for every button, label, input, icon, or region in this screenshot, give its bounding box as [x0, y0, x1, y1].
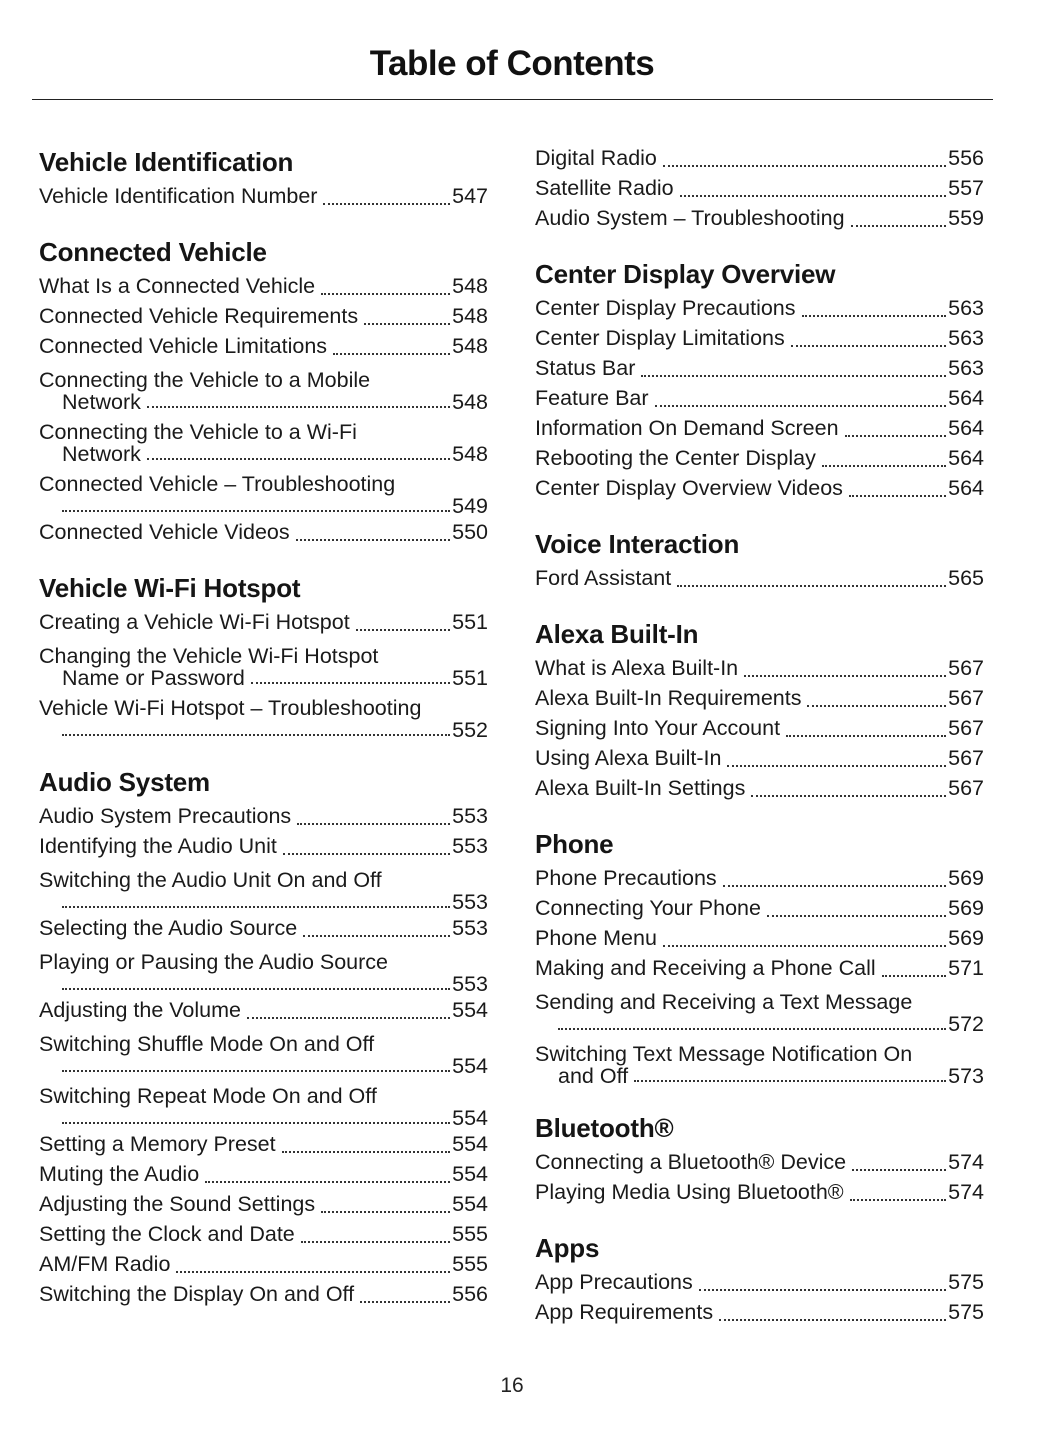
entry-label: Connected Vehicle Videos — [39, 517, 296, 547]
toc-entry-connecting-the-vehicle-to-a-mobile-network[interactable] — [39, 361, 488, 413]
toc-entry-what-is-alexa-built-in[interactable] — [535, 653, 984, 683]
dot-leader — [719, 1297, 946, 1321]
entry-label: Identifying the Audio Unit — [39, 831, 283, 861]
toc-entry-satellite-radio[interactable] — [535, 173, 984, 203]
toc-entry-phone-menu[interactable] — [535, 923, 984, 953]
dot-leader — [176, 1249, 450, 1273]
entry-label-continued: Name or Password — [62, 666, 245, 690]
dot-leader — [558, 1014, 946, 1030]
entry-page-number: 564 — [948, 476, 984, 500]
entry-page-number: 553 — [452, 834, 488, 858]
entry-label: App Precautions — [535, 1267, 699, 1297]
dot-leader — [849, 473, 946, 497]
dot-leader — [744, 653, 946, 677]
entry-page-number: 554 — [452, 1162, 488, 1186]
toc-entry-audio-system-precautions[interactable] — [39, 801, 488, 831]
entry-page-number: 569 — [948, 866, 984, 890]
toc-entry-ford-assistant[interactable] — [535, 563, 984, 593]
entry-page-number: 548 — [452, 274, 488, 298]
dot-leader — [62, 1056, 450, 1072]
dot-leader — [147, 444, 450, 460]
dot-leader — [634, 1066, 946, 1082]
toc-entry-information-on-demand-screen[interactable] — [535, 413, 984, 443]
entry-label: Playing Media Using Bluetooth® — [535, 1177, 850, 1207]
toc-entry-setting-the-clock-and-date[interactable] — [39, 1219, 488, 1249]
entry-label: Audio System Precautions — [39, 801, 297, 831]
toc-section-audio-system — [39, 763, 488, 1309]
entry-page-number: 555 — [452, 1252, 488, 1276]
toc-column-right — [535, 143, 984, 1349]
entry-page-number: 553 — [452, 890, 488, 914]
dot-leader — [727, 743, 946, 767]
entry-page-number: 564 — [948, 386, 984, 410]
toc-section-bluetooth — [535, 1109, 984, 1207]
entry-page-number: 569 — [948, 896, 984, 920]
dot-leader — [360, 1279, 450, 1303]
toc-entry-selecting-the-audio-source[interactable] — [39, 913, 488, 943]
entry-label: Adjusting the Sound Settings — [39, 1189, 321, 1219]
toc-entry-center-display-limitations[interactable] — [535, 323, 984, 353]
toc-entry-switching-text-message-notification-on-and-off[interactable] — [535, 1035, 984, 1087]
section-heading: Phone — [535, 829, 614, 859]
entry-page-number: 571 — [948, 956, 984, 980]
toc-section-alexa-built-in — [535, 615, 984, 803]
toc-entry-app-requirements[interactable] — [535, 1297, 984, 1327]
entry-page-number: 551 — [452, 666, 488, 690]
toc-section-vehicle-wi-fi-hotspot — [39, 569, 488, 741]
entry-label: Creating a Vehicle Wi-Fi Hotspot — [39, 607, 356, 637]
dot-leader — [62, 720, 450, 736]
dot-leader — [845, 413, 947, 437]
entry-label: Ford Assistant — [535, 563, 677, 593]
entry-page-number: 572 — [948, 1012, 984, 1036]
entry-page-number: 553 — [452, 804, 488, 828]
section-heading: Audio System — [39, 767, 210, 797]
entry-label: Setting the Clock and Date — [39, 1219, 301, 1249]
entry-page-number: 547 — [452, 184, 488, 208]
toc-entry-what-is-a-connected-vehicle[interactable] — [39, 271, 488, 301]
entry-page-number: 573 — [948, 1064, 984, 1088]
entry-page-number: 548 — [452, 334, 488, 358]
entry-label: Connected Vehicle – Troubleshooting — [39, 472, 396, 496]
entry-label: Connecting Your Phone — [535, 893, 767, 923]
dot-leader — [699, 1267, 946, 1291]
entry-page-number: 563 — [948, 296, 984, 320]
dot-leader — [882, 953, 947, 977]
entry-label: Connecting a Bluetooth® Device — [535, 1147, 852, 1177]
toc-entry-changing-the-vehicle-wi-fi-hotspot-name-or-password[interactable] — [39, 637, 488, 689]
toc-column-left — [39, 143, 488, 1331]
toc-entry-connecting-a-bluetooth-device[interactable] — [535, 1147, 984, 1177]
entry-page-number: 554 — [452, 1054, 488, 1078]
toc-entry-playing-or-pausing-the-audio-source[interactable] — [39, 943, 488, 995]
entry-page-number: 552 — [452, 718, 488, 742]
dot-leader — [205, 1159, 450, 1183]
section-heading: Center Display Overview — [535, 259, 836, 289]
section-heading: Connected Vehicle — [39, 237, 267, 267]
entry-label: Connected Vehicle Limitations — [39, 331, 333, 361]
entry-label: Playing or Pausing the Audio Source — [39, 950, 389, 974]
toc-section-continued — [535, 143, 984, 233]
dot-leader — [663, 143, 946, 167]
entry-label: Adjusting the Volume — [39, 995, 247, 1025]
entry-label: Audio System – Troubleshooting — [535, 203, 851, 233]
toc-entry-audio-system-troubleshooting[interactable] — [535, 203, 984, 233]
entry-label: Feature Bar — [535, 383, 655, 413]
dot-leader — [655, 383, 947, 407]
section-heading: Alexa Built-In — [535, 619, 699, 649]
entry-label: Sending and Receiving a Text Message — [535, 990, 913, 1014]
dot-leader — [641, 353, 946, 377]
toc-entry-making-and-receiving-a-phone-call[interactable] — [535, 953, 984, 983]
dot-leader — [807, 683, 946, 707]
dot-leader — [323, 181, 450, 205]
dot-leader — [680, 173, 946, 197]
toc-entry-using-alexa-built-in[interactable] — [535, 743, 984, 773]
entry-label: Information On Demand Screen — [535, 413, 845, 443]
dot-leader — [663, 923, 946, 947]
entry-label: Switching Text Message Notification On — [535, 1042, 913, 1066]
dot-leader — [303, 913, 450, 937]
toc-entry-connected-vehicle-videos[interactable] — [39, 517, 488, 547]
entry-label: Digital Radio — [535, 143, 663, 173]
toc-entry-alexa-built-in-requirements[interactable] — [535, 683, 984, 713]
entry-label-continued: Network — [62, 390, 141, 414]
section-heading: Vehicle Identification — [39, 147, 294, 177]
title-divider — [32, 99, 993, 100]
entry-page-number: 567 — [948, 716, 984, 740]
toc-section-voice-interaction — [535, 525, 984, 593]
toc-entry-connected-vehicle-troubleshooting[interactable] — [39, 465, 488, 517]
entry-page-number: 556 — [948, 146, 984, 170]
section-heading: Voice Interaction — [535, 529, 740, 559]
toc-entry-center-display-precautions[interactable] — [535, 293, 984, 323]
dot-leader — [297, 801, 450, 825]
entry-label: Setting a Memory Preset — [39, 1129, 282, 1159]
toc-entry-phone-precautions[interactable] — [535, 863, 984, 893]
dot-leader — [321, 271, 450, 295]
entry-label: Switching the Display On and Off — [39, 1279, 360, 1309]
entry-page-number: 555 — [452, 1222, 488, 1246]
dot-leader — [767, 893, 946, 917]
dot-leader — [677, 563, 946, 587]
toc-entry-alexa-built-in-settings[interactable] — [535, 773, 984, 803]
entry-page-number: 554 — [452, 998, 488, 1022]
entry-page-number: 548 — [452, 390, 488, 414]
toc-entry-signing-into-your-account[interactable] — [535, 713, 984, 743]
entry-label: Making and Receiving a Phone Call — [535, 953, 882, 983]
entry-page-number: 563 — [948, 356, 984, 380]
toc-entry-muting-the-audio[interactable] — [39, 1159, 488, 1189]
toc-entry-vehicle-identification-number[interactable] — [39, 181, 488, 211]
entry-label: Changing the Vehicle Wi-Fi Hotspot — [39, 644, 379, 668]
dot-leader — [247, 995, 450, 1019]
dot-leader — [723, 863, 946, 887]
toc-entry-identifying-the-audio-unit[interactable] — [39, 831, 488, 861]
entry-label: Signing Into Your Account — [535, 713, 786, 743]
toc-entry-connected-vehicle-requirements[interactable] — [39, 301, 488, 331]
entry-label: Connecting the Vehicle to a Mobile — [39, 368, 371, 392]
entry-label: Rebooting the Center Display — [535, 443, 822, 473]
entry-page-number: 567 — [948, 776, 984, 800]
entry-label-continued: and Off — [558, 1064, 629, 1088]
entry-label: Status Bar — [535, 353, 641, 383]
entry-label: Switching Repeat Mode On and Off — [39, 1084, 377, 1108]
dot-leader — [296, 517, 451, 541]
entry-label: Using Alexa Built-In — [535, 743, 727, 773]
entry-page-number: 564 — [948, 446, 984, 470]
entry-page-number: 574 — [948, 1150, 984, 1174]
toc-entry-app-precautions[interactable] — [535, 1267, 984, 1297]
entry-label: Alexa Built-In Settings — [535, 773, 751, 803]
entry-label: App Requirements — [535, 1297, 719, 1327]
dot-leader — [301, 1219, 450, 1243]
entry-label: What is Alexa Built-In — [535, 653, 744, 683]
dot-leader — [802, 293, 947, 317]
dot-leader — [147, 392, 450, 408]
dot-leader — [786, 713, 946, 737]
dot-leader — [852, 1147, 946, 1171]
entry-page-number: 574 — [948, 1180, 984, 1204]
dot-leader — [851, 203, 947, 227]
toc-entry-adjusting-the-volume[interactable] — [39, 995, 488, 1025]
toc-entry-am-fm-radio[interactable] — [39, 1249, 488, 1279]
toc-entry-status-bar[interactable] — [535, 353, 984, 383]
toc-entry-creating-a-vehicle-wi-fi-hotspot[interactable] — [39, 607, 488, 637]
entry-label: Vehicle Wi-Fi Hotspot – Troubleshooting — [39, 696, 422, 720]
entry-label: Switching the Audio Unit On and Off — [39, 868, 382, 892]
entry-page-number: 554 — [452, 1106, 488, 1130]
dot-leader — [251, 668, 450, 684]
entry-label: Switching Shuffle Mode On and Off — [39, 1032, 375, 1056]
page-number: 16 — [500, 1374, 524, 1397]
toc-entry-connected-vehicle-limitations[interactable] — [39, 331, 488, 361]
entry-label: What Is a Connected Vehicle — [39, 271, 321, 301]
dot-leader — [791, 323, 946, 347]
entry-page-number: 550 — [452, 520, 488, 544]
entry-page-number: 554 — [452, 1192, 488, 1216]
dot-leader — [62, 496, 450, 512]
toc-entry-playing-media-using-bluetooth[interactable] — [535, 1177, 984, 1207]
toc-section-vehicle-identification — [39, 143, 488, 211]
entry-page-number: 553 — [452, 916, 488, 940]
dot-leader — [282, 1129, 451, 1153]
entry-label: Phone Precautions — [535, 863, 723, 893]
toc-entry-feature-bar[interactable] — [535, 383, 984, 413]
toc-entry-switching-repeat-mode-on-and-off[interactable] — [39, 1077, 488, 1129]
entry-page-number: 551 — [452, 610, 488, 634]
toc-entry-sending-and-receiving-a-text-message[interactable] — [535, 983, 984, 1035]
entry-label: Center Display Precautions — [535, 293, 802, 323]
entry-label: Connecting the Vehicle to a Wi-Fi — [39, 420, 357, 444]
entry-page-number: 569 — [948, 926, 984, 950]
dot-leader — [321, 1189, 450, 1213]
toc-entry-switching-shuffle-mode-on-and-off[interactable] — [39, 1025, 488, 1077]
section-heading: Apps — [535, 1233, 600, 1263]
entry-page-number: 548 — [452, 304, 488, 328]
toc-entry-switching-the-audio-unit-on-and-off[interactable] — [39, 861, 488, 913]
toc-entry-setting-a-memory-preset[interactable] — [39, 1129, 488, 1159]
entry-label: Connected Vehicle Requirements — [39, 301, 364, 331]
entry-label: Satellite Radio — [535, 173, 680, 203]
dot-leader — [356, 607, 450, 631]
entry-page-number: 564 — [948, 416, 984, 440]
entry-page-number: 565 — [948, 566, 984, 590]
toc-section-connected-vehicle — [39, 233, 488, 547]
entry-page-number: 556 — [452, 1282, 488, 1306]
entry-label: Selecting the Audio Source — [39, 913, 303, 943]
toc-entry-adjusting-the-sound-settings[interactable] — [39, 1189, 488, 1219]
dot-leader — [283, 831, 450, 855]
section-heading: Vehicle Wi-Fi Hotspot — [39, 573, 301, 603]
entry-page-number: 554 — [452, 1132, 488, 1156]
entry-label: AM/FM Radio — [39, 1249, 176, 1279]
entry-page-number: 548 — [452, 442, 488, 466]
entry-label: Alexa Built-In Requirements — [535, 683, 807, 713]
entry-label: Center Display Limitations — [535, 323, 791, 353]
entry-page-number: 567 — [948, 686, 984, 710]
dot-leader — [62, 892, 450, 908]
dot-leader — [333, 331, 450, 355]
entry-page-number: 559 — [948, 206, 984, 230]
entry-page-number: 567 — [948, 656, 984, 680]
toc-entry-vehicle-wi-fi-hotspot-troubleshooting[interactable] — [39, 689, 488, 741]
entry-page-number: 549 — [452, 494, 488, 518]
entry-label: Center Display Overview Videos — [535, 473, 849, 503]
toc-entry-digital-radio[interactable] — [535, 143, 984, 173]
entry-label: Muting the Audio — [39, 1159, 205, 1189]
dot-leader — [62, 974, 450, 990]
toc-entry-switching-the-display-on-and-off[interactable] — [39, 1279, 488, 1309]
toc-entry-center-display-overview-videos[interactable] — [535, 473, 984, 503]
entry-page-number: 567 — [948, 746, 984, 770]
section-heading: Bluetooth® — [535, 1113, 674, 1143]
entry-label-continued: Network — [62, 442, 141, 466]
toc-entry-connecting-your-phone[interactable] — [535, 893, 984, 923]
dot-leader — [364, 301, 450, 325]
entry-page-number: 575 — [948, 1270, 984, 1294]
entry-page-number: 553 — [452, 972, 488, 996]
dot-leader — [850, 1177, 946, 1201]
dot-leader — [822, 443, 946, 467]
toc-section-apps — [535, 1229, 984, 1327]
entry-page-number: 563 — [948, 326, 984, 350]
toc-entry-rebooting-the-center-display[interactable] — [535, 443, 984, 473]
entry-page-number: 575 — [948, 1300, 984, 1324]
toc-entry-connecting-the-vehicle-to-a-wi-fi-network[interactable] — [39, 413, 488, 465]
toc-section-phone — [535, 825, 984, 1087]
entry-page-number: 557 — [948, 176, 984, 200]
toc-section-center-display-overview — [535, 255, 984, 503]
dot-leader — [751, 773, 946, 797]
entry-label: Phone Menu — [535, 923, 663, 953]
page-title: Table of Contents — [369, 44, 655, 83]
entry-label: Vehicle Identification Number — [39, 181, 323, 211]
dot-leader — [62, 1108, 450, 1124]
